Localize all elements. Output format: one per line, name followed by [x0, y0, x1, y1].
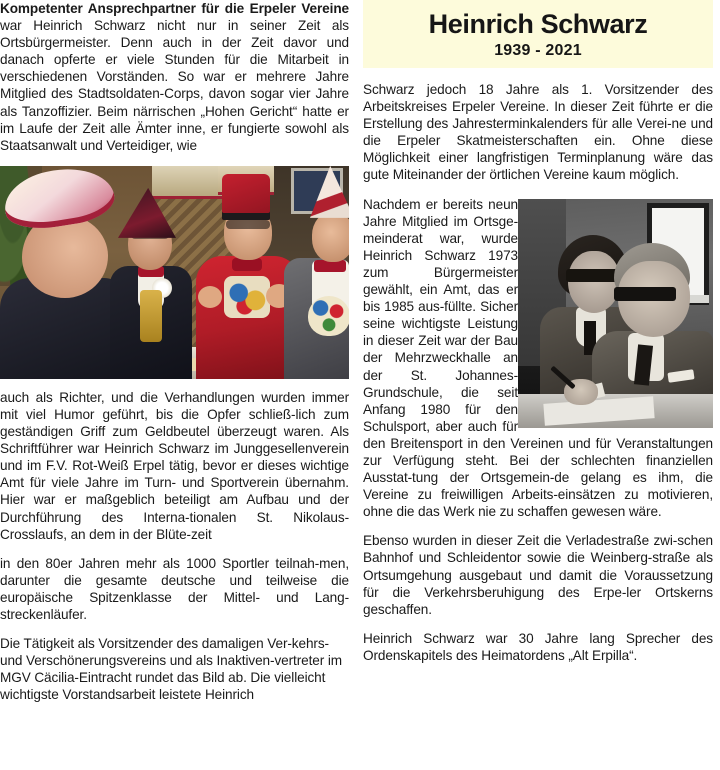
left-column [0, 0, 349, 770]
right-column [363, 0, 713, 770]
left-paragraph-3: in den 80er Jahren mehr als 1000 Sportler teilnah-men, darunter die gesamte deutsche und teilweise die europäische Spitzenklasse der Mittel- und Lang-streckenläufer. [0, 555, 349, 622]
life-dates: 1939 - 2021 [494, 42, 582, 59]
left-paragraph-1-text: war Heinrich Schwarz nicht nur in seiner Zeit als Ortsbürgermeister. Denn auch in der Zeit davor und danach opferte er viele Stunden für die Mitarbeit in verschiedenen Vorständen. So war er mehrere Jahre Mitglied des Stadtsoldaten-Corps, davon sogar vier Jahre als Tanzoffizier. Beim närrischen „Hohen Gericht“ hatte er im Laufe der Zeit alle Ämter inne, er fungierte sowohl als Staatsanwalt und Verteidiger, wie [0, 18, 349, 153]
right-paragraph-3: Ebenso wurden in dieser Zeit die Verladestraße zwi-schen Bahnhof und Schleidentor sowie die Weinberg-straße als Ortsumgehung ausgebaut und damit die Voraussetzung für die Verkehrsberuhigung des Erpe-ler Ortskerns geschaffen. [363, 533, 713, 617]
photo-person3-glasses [226, 220, 270, 229]
right-paragraph-1: Schwarz jedoch 18 Jahre als 1. Vorsitzender des Arbeitskreises Erpeler Vereine. In dieser Zeit führte er die Erstellung des Jahresterminkalenders für alle Verei-ne und die Erpeler Skatmeisterschaften ein. Ohne diese Möglichkeit einer langfristigen Terminplanung wäre das gute Miteinander der örtlichen Vereine kaum möglich. [363, 82, 713, 183]
photo-person2-medal-chain [140, 290, 162, 342]
page-title: Heinrich Schwarz [428, 9, 648, 39]
photo-person3-hat [222, 174, 270, 220]
lead-in-bold: Kompetenter Ansprechpartner für die Erpeler Vereine [0, 1, 349, 16]
right-paragraph-2: Nachdem er bereits neun Jahre Mitglied im Ortsge-meinderat war, wurde Heinrich Schwarz 1973 zum Bürgermeister gewählt, ein Amt, das er bis 1985 aus-füllte. Sicher seine wichtigste Leistung in dieser Zeit war der Bau der Mehrzweckhalle an der St. Johannes-Grundschule, die seit Anfang 1980 für den Schulsport, aber auch für den Breitensport in den Vereinen und für Veranstaltungen zur Verfügung steht. Bei der schlechten finanziellen Ausstat-tung der Ortsgemein-de gelang es ihm, die Vereine zu freiwilligen Arbeits-einsätzen zu motivieren, ohne die das Werk nie zu schaffen gewesen wäre. [363, 196, 713, 520]
memorial-header [363, 0, 713, 68]
photo-person4-palette-medal [308, 296, 349, 336]
photo-person3-hand-left [198, 286, 222, 308]
signing-photo-young-man-face [568, 251, 620, 313]
left-paragraph-1 [0, 0, 349, 154]
right-paragraph-4: Heinrich Schwarz war 30 Jahre lang Sprecher des Ordenskapitels des Heimatordens „Alt Erpilla“. [363, 630, 713, 663]
photo-person3-medal [224, 276, 270, 318]
document-signing-photo [518, 199, 713, 428]
left-paragraph-4: Die Tätigkeit als Vorsitzender des damaligen Ver-kehrs- und Verschönerungsvereins und als Inaktiven-vertreter im MGV Cäcilia-Eintracht rundet das Bild ab. Die vielleicht wichtigste Vorstandsarbeit leistete Heinrich [0, 636, 342, 703]
carnival-group-photo [0, 166, 349, 379]
photo-person4-head [312, 212, 349, 262]
left-paragraph-2: auch als Richter, und die Verhandlungen wurden immer mit viel Humor geführt, bis die Opfer schließ-lich zum geständigen Griff zum Geldbeutel überzeugt waren. Als Schriftführer war Heinrich Schwarz im Junggesellenverein und im F.V. Rot-Weiß Erpel tätig, bevor er dieses wichtige Amt für viele Jahre im Turn- und Sportverein übernahm. Hier war er maßgeblich beteiligt am Aufbau und der Durchführung des Interna-tionalen St. Nikolaus-Crosslaufs, an dem in der Blüte-zeit [0, 389, 349, 542]
signing-photo-older-man-glasses [614, 287, 676, 301]
